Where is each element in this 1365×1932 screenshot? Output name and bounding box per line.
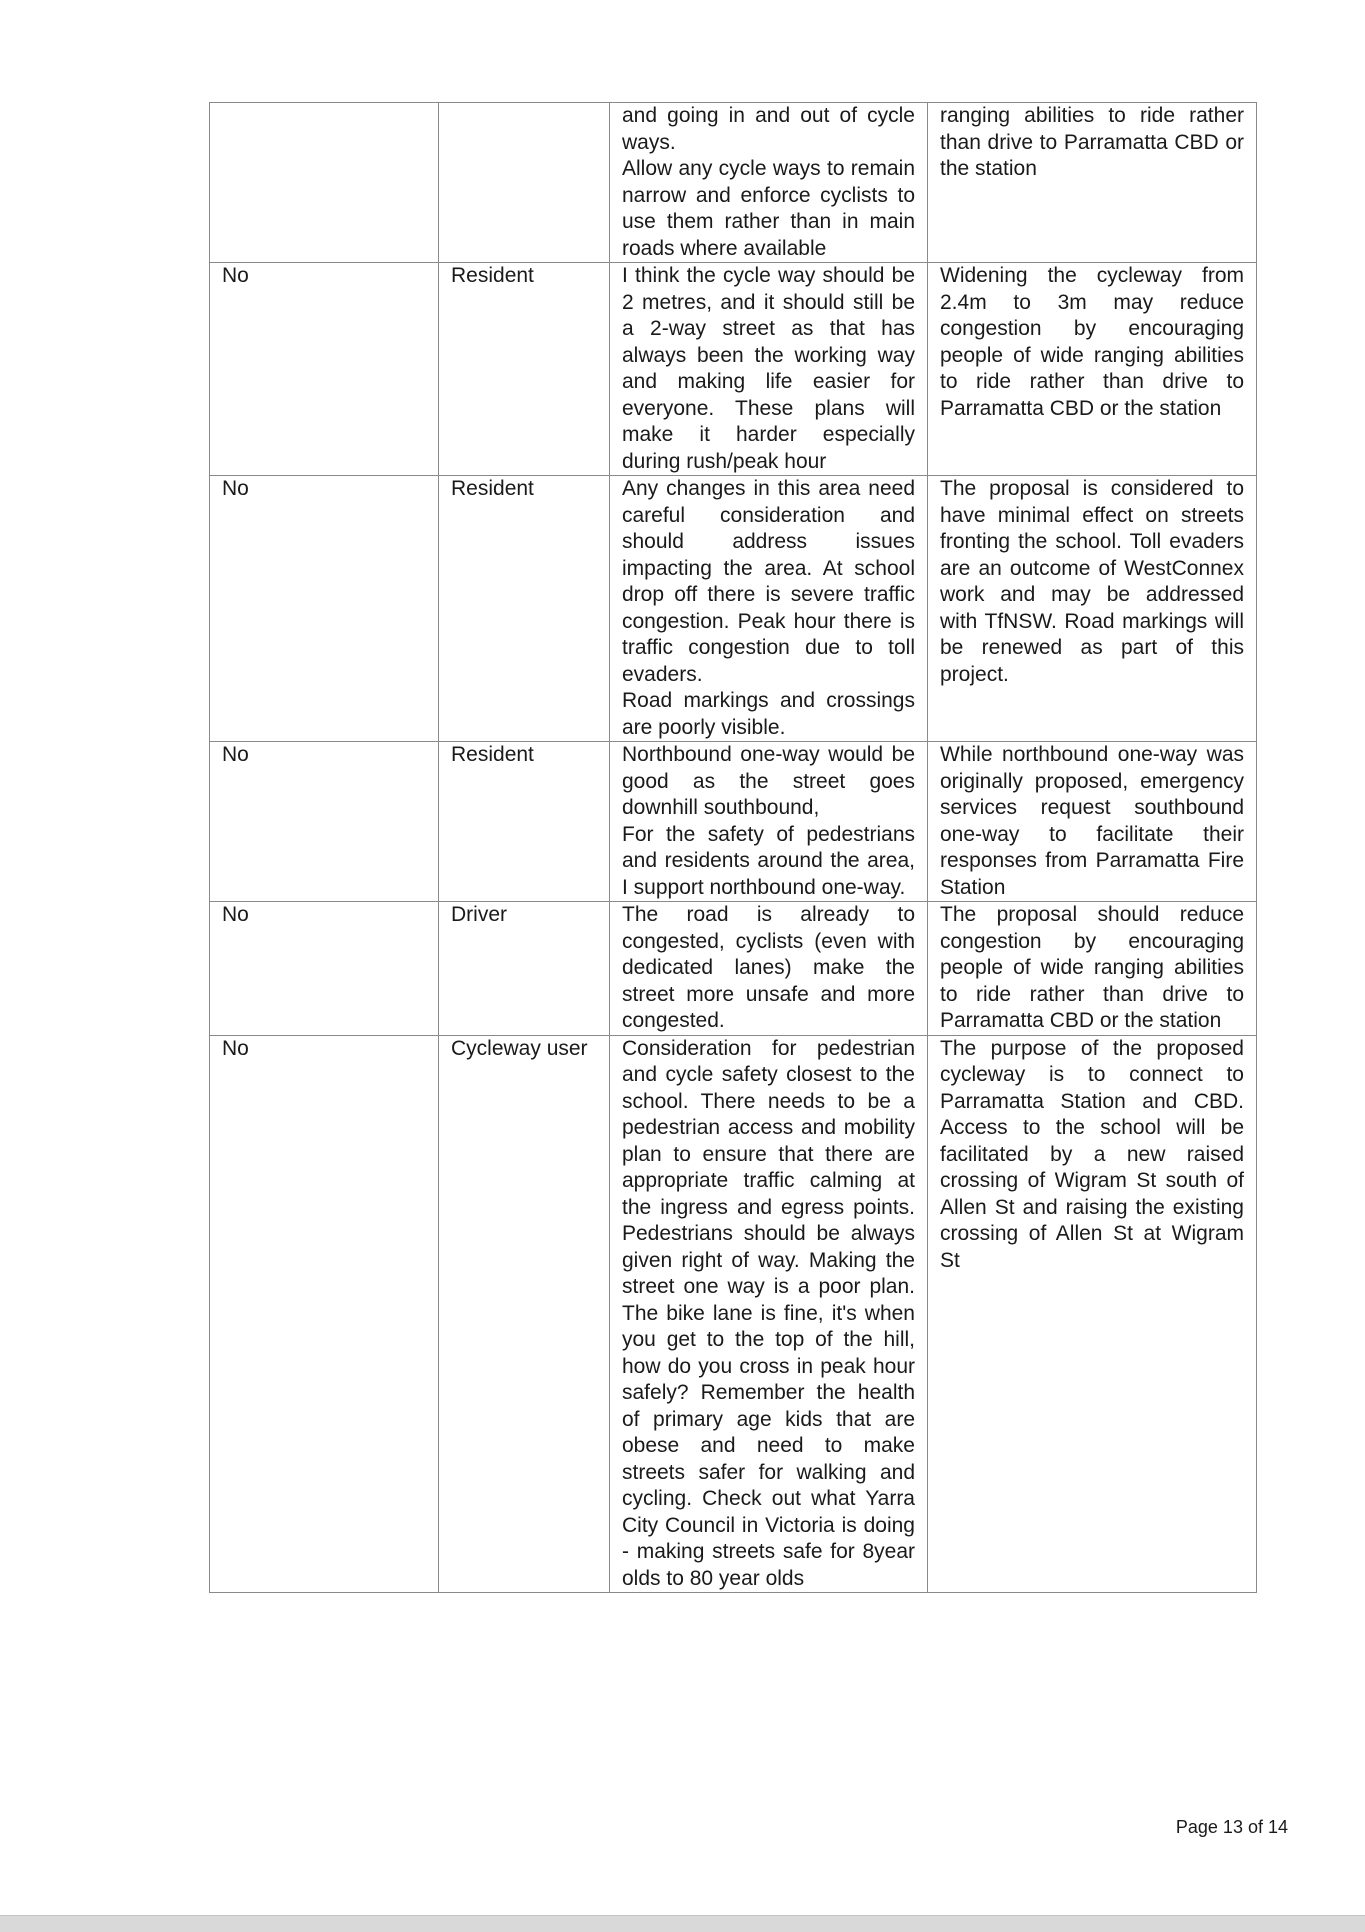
- support-cell: No: [210, 742, 439, 902]
- comment-paragraph: Allow any cycle ways to remain narrow and enforce cyclists to use them rather than in main roads where available: [622, 157, 915, 260]
- page-number: Page 13 of 14: [1175, 1817, 1288, 1837]
- comment-paragraph: Road markings and crossings are poorly visible.: [622, 689, 915, 739]
- response-cell: [928, 476, 1257, 742]
- response-paragraph: The purpose of the proposed cycleway is to connect to Parramatta Station and CBD. Access to the school will be facilitated by a new raised crossing of Wigram St south of Allen St and raising the existing crossing of Allen St at Wigram St: [940, 1036, 1244, 1272]
- support-cell: No: [210, 476, 439, 742]
- submissions-table: [209, 102, 1257, 1593]
- comment-cell: [610, 742, 928, 902]
- support-cell: No: [210, 1035, 439, 1593]
- submitter-type-cell: Cycleway user: [439, 1035, 610, 1593]
- table-row-continuation: [210, 103, 1257, 263]
- comment-cell: [610, 103, 928, 263]
- response-paragraph: While northbound one-way was originally proposed, emergency services request southbound one-way to facilitate their responses from Parramatta Fire Station: [940, 743, 1244, 899]
- comment-paragraph: and going in and out of cycle ways.: [622, 104, 915, 154]
- submitter-type-cell: [439, 103, 610, 263]
- response-paragraph: The proposal is considered to have minimal effect on streets fronting the school. Toll evaders are an outcome of WestConnex work and may be addressed with TfNSW. Road markings will be renewed as part of this project.: [940, 477, 1244, 686]
- response-cell: [928, 263, 1257, 476]
- response-paragraph: Widening the cycleway from 2.4m to 3m may reduce congestion by encouraging people of wide ranging abilities to ride rather than drive to Parramatta CBD or the station: [940, 264, 1244, 420]
- comment-paragraph: The road is already to congested, cyclists (even with dedicated lanes) make the street more unsafe and more congested.: [622, 903, 915, 1032]
- submitter-type-cell: Resident: [439, 476, 610, 742]
- viewer-bottom-edge: [0, 1915, 1365, 1932]
- response-paragraph: ranging abilities to ride rather than drive to Parramatta CBD or the station: [940, 104, 1244, 180]
- support-cell: No: [210, 902, 439, 1036]
- support-cell: No: [210, 263, 439, 476]
- response-cell: [928, 742, 1257, 902]
- comment-cell: [610, 1035, 928, 1593]
- response-cell: [928, 902, 1257, 1036]
- comment-paragraph: I think the cycle way should be 2 metres, and it should still be a 2-way street as that has always been the working way and making life easier for everyone. These plans will make it harder especially during rush/peak hour: [622, 264, 915, 473]
- submitter-type-cell: Driver: [439, 902, 610, 1036]
- response-cell: [928, 1035, 1257, 1593]
- comment-cell: [610, 902, 928, 1036]
- table-row: [210, 902, 1257, 1036]
- response-paragraph: The proposal should reduce congestion by encouraging people of wide ranging abilities to ride rather than drive to Parramatta CBD or the station: [940, 903, 1244, 1032]
- comment-cell: [610, 476, 928, 742]
- table-row: [210, 476, 1257, 742]
- comment-paragraph: Northbound one-way would be good as the street goes downhill southbound,: [622, 743, 915, 819]
- support-cell: [210, 103, 439, 263]
- table-row: [210, 263, 1257, 476]
- comment-paragraph: For the safety of pedestrians and residents around the area, I support northbound one-way.: [622, 822, 915, 899]
- comment-paragraph: Any changes in this area need careful consideration and should address issues impacting the area. At school drop off there is severe traffic congestion. Peak hour there is traffic congestion due to toll evaders.: [622, 477, 915, 686]
- comment-paragraph: Consideration for pedestrian and cycle safety closest to the school. There needs to be a pedestrian access and mobility plan to ensure that there are appropriate traffic calming at the ingress and egress points. Pedestrians should be always given right of way. Making the street one way is a poor plan. The bike lane is fine, it's when you get to the top of the hill, how do you cross in peak hour safely? Remember the health of primary age kids that are obese and need to make streets safer for walking and cycling. Check out what Yarra City Council in Victoria is doing - making streets safe for 8year olds to 80 year olds: [622, 1036, 915, 1590]
- response-cell: [928, 103, 1257, 263]
- table-row: [210, 742, 1257, 902]
- table-row: [210, 1035, 1257, 1593]
- submitter-type-cell: Resident: [439, 742, 610, 902]
- submitter-type-cell: Resident: [439, 263, 610, 476]
- comment-cell: [610, 263, 928, 476]
